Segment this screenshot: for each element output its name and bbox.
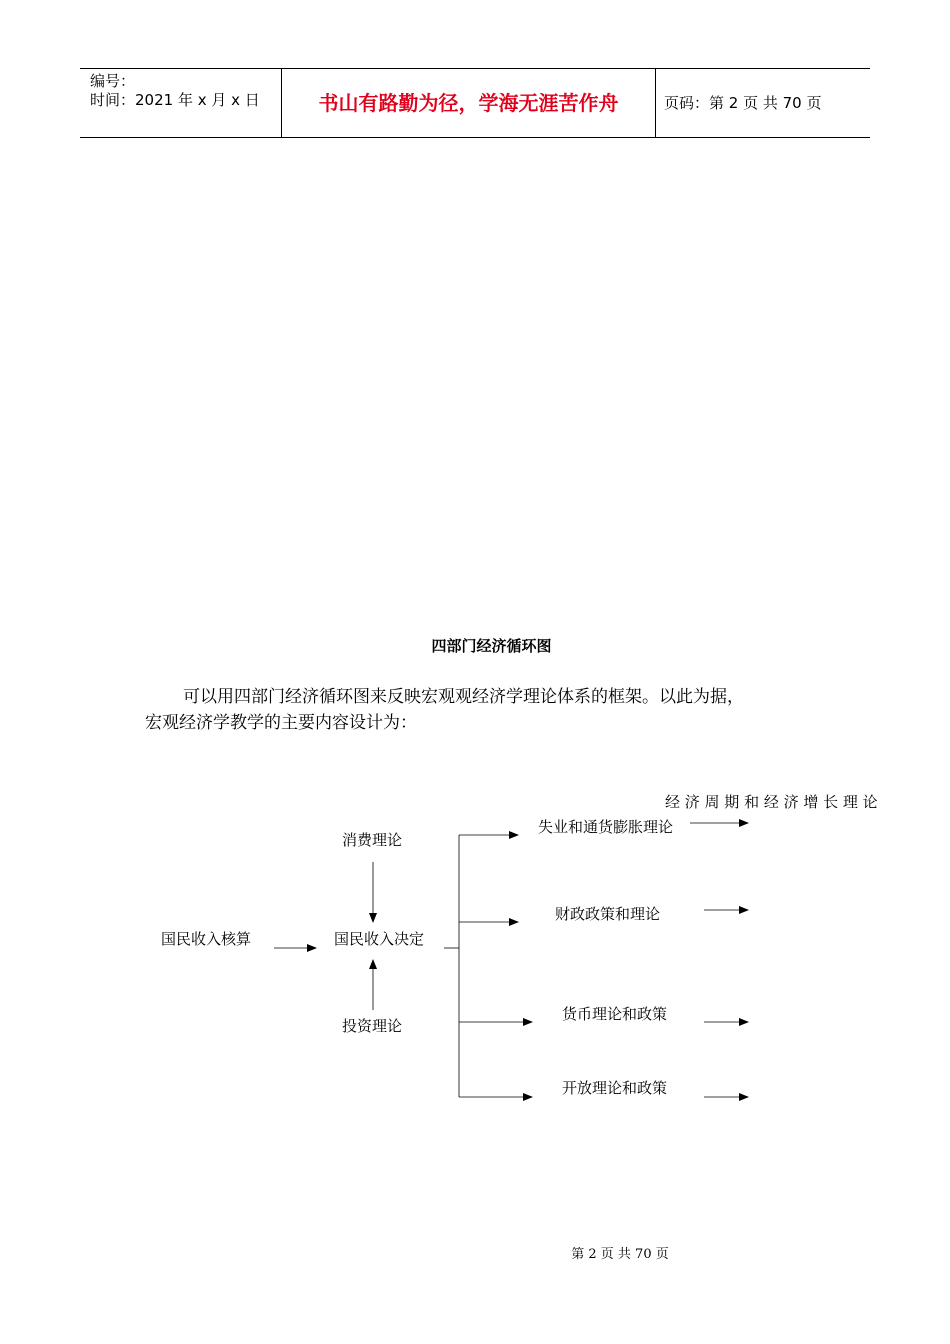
branch-label-open: 开放理论和政策	[562, 1079, 668, 1097]
document-date-label: 时间：2021 年 x 月 x 日	[90, 91, 260, 109]
income-determination-label: 国民收入决定	[334, 930, 425, 948]
branch-label-monetary: 货币理论和政策	[562, 1005, 668, 1023]
branch-label-fiscal: 财政政策和理论	[555, 905, 661, 923]
consumption-theory-label: 消费理论	[342, 831, 403, 849]
document-number-label: 编号：	[90, 72, 136, 90]
paragraph-line-1: 可以用四部门经济循环图来反映宏观观经济学理论体系的框架。以此为据，	[183, 687, 744, 707]
business-cycle-growth-label: 经 济 周 期 和 经 济 增 长 理 论	[665, 793, 878, 811]
header-motto: 书山有路勤为径，学海无涯苦作舟	[318, 91, 619, 115]
paragraph-line-2: 宏观经济学教学的主要内容设计为：	[145, 713, 417, 733]
figure-title: 四部门经济循环图	[431, 637, 552, 655]
header-page-number: 页码：第 2 页 共 70 页	[664, 94, 822, 112]
investment-theory-label: 投资理论	[342, 1017, 403, 1035]
national-accounting-label: 国民收入核算	[161, 930, 252, 948]
branch-label-unemployment: 失业和通货膨胀理论	[538, 818, 674, 836]
page-footer: 第 2 页 共 70 页	[571, 1247, 669, 1262]
